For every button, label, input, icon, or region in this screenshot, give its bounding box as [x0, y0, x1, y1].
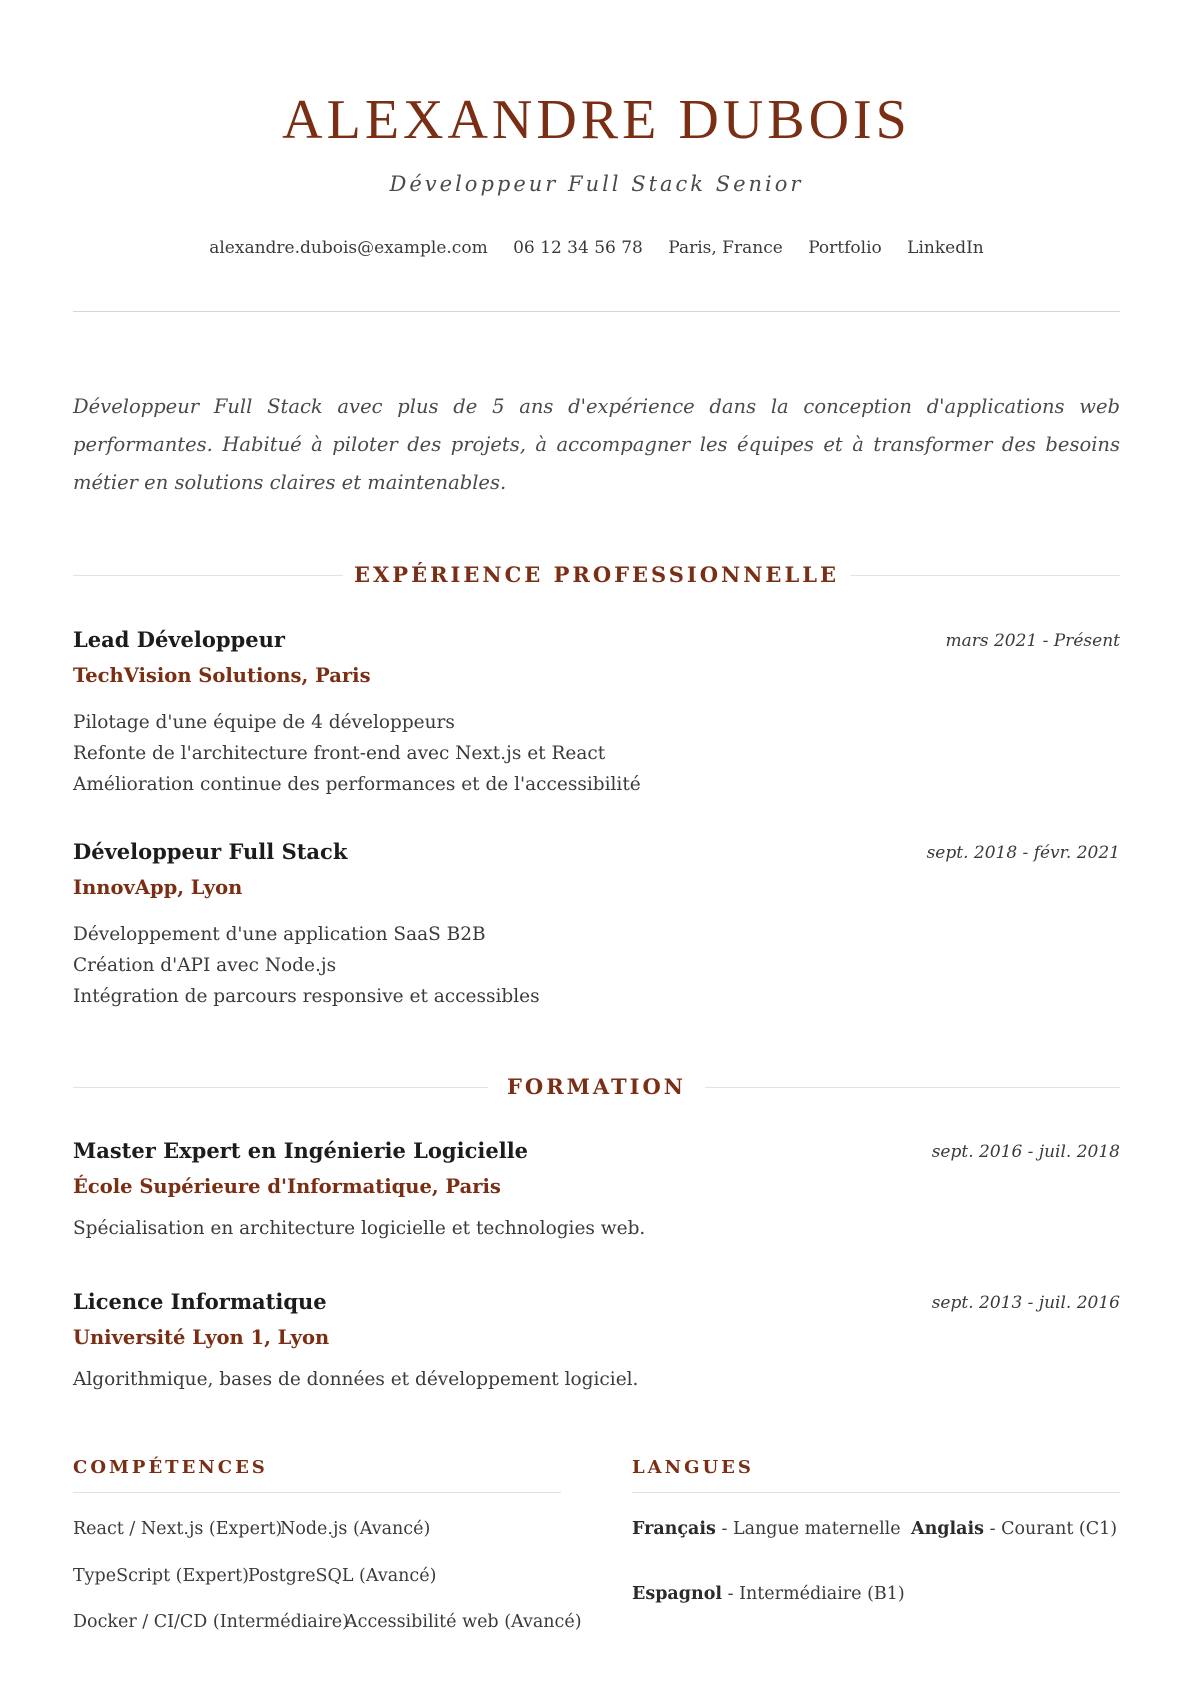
language-name: Français: [632, 1519, 716, 1539]
degree-title: Master Expert en Ingénierie Logicielle: [73, 1138, 529, 1163]
job-bullets: [73, 919, 540, 1012]
job-bullets: [73, 707, 641, 800]
skill-item: PostgreSQL (Avancé): [248, 1566, 437, 1586]
contact-bar: [73, 238, 1120, 258]
language-level: - Intermédiaire (B1): [722, 1584, 905, 1604]
contact-location: Paris, France: [668, 238, 783, 258]
skill-item: TypeScript (Expert): [73, 1566, 249, 1586]
section-title-experience: EXPÉRIENCE PROFESSIONNELLE: [354, 562, 839, 587]
candidate-role: Développeur Full Stack Senior: [389, 172, 804, 196]
candidate-name: ALEXANDRE DUBOIS: [282, 89, 911, 151]
language-level: - Langue maternelle: [715, 1519, 901, 1539]
job-company: TechVision Solutions, Paris: [73, 664, 371, 687]
section-divider-right: [850, 575, 1120, 576]
degree-title: Licence Informatique: [73, 1289, 327, 1314]
skill-item: Node.js (Avancé): [280, 1519, 431, 1539]
language-item: [911, 1519, 1117, 1539]
language-name: Anglais: [911, 1519, 985, 1539]
skill-item: Docker / CI/CD (Intermédiaire): [73, 1612, 349, 1632]
degree-description: Algorithmique, bases de données et développement logiciel.: [73, 1369, 639, 1390]
section-divider-right: [705, 1087, 1120, 1088]
header-divider: [73, 311, 1120, 312]
resume-page: [73, 0, 1120, 1685]
degree-dates: sept. 2016 - juil. 2018: [931, 1142, 1120, 1162]
skills-divider: [73, 1492, 561, 1493]
language-level: - Courant (C1): [984, 1519, 1118, 1539]
section-title-languages: LANGUES: [632, 1457, 754, 1478]
contact-email: alexandre.dubois@example.com: [209, 238, 488, 258]
list-item: Développement d'une application SaaS B2B: [73, 924, 486, 945]
job-company: InnovApp, Lyon: [73, 876, 243, 899]
job-title: Développeur Full Stack: [73, 839, 348, 864]
list-item: Amélioration continue des performances et de l'accessibilité: [73, 774, 641, 795]
job-dates: mars 2021 - Présent: [945, 631, 1120, 651]
language-item: [632, 1584, 905, 1604]
list-item: Intégration de parcours responsive et accessibles: [73, 986, 540, 1007]
skill-item: React / Next.js (Expert): [73, 1519, 283, 1539]
profile-summary: Développeur Full Stack avec plus de 5 ans d'expérience dans la conception d'applications web performantes. Habitué à piloter des projets, à accompagner les équipes et à transformer des besoins métier en solutions claires et maintenables.: [73, 395, 1120, 494]
contact-phone: 06 12 34 56 78: [513, 238, 643, 258]
degree-school: Université Lyon 1, Lyon: [73, 1326, 330, 1349]
degree-school: École Supérieure d'Informatique, Paris: [73, 1175, 501, 1198]
skill-item: Accessibilité web (Avancé): [345, 1612, 582, 1632]
language-item: [632, 1519, 901, 1539]
languages-divider: [632, 1492, 1120, 1493]
degree-description: Spécialisation en architecture logicielle et technologies web.: [73, 1218, 646, 1239]
experience-section-header: [73, 560, 1120, 590]
list-item: Pilotage d'une équipe de 4 développeurs: [73, 712, 455, 733]
list-item: Refonte de l'architecture front-end avec Next.js et React: [73, 743, 606, 764]
section-title-skills: COMPÉTENCES: [73, 1457, 268, 1478]
job-dates: sept. 2018 - févr. 2021: [926, 843, 1120, 863]
portfolio-link[interactable]: Portfolio: [808, 238, 882, 258]
list-item: Création d'API avec Node.js: [73, 955, 337, 976]
job-title: Lead Développeur: [73, 627, 285, 652]
degree-dates: sept. 2013 - juil. 2016: [931, 1293, 1120, 1313]
language-name: Espagnol: [632, 1584, 723, 1604]
linkedin-link[interactable]: LinkedIn: [907, 238, 984, 258]
section-title-education: FORMATION: [507, 1074, 686, 1099]
education-section-header: [73, 1072, 1120, 1102]
